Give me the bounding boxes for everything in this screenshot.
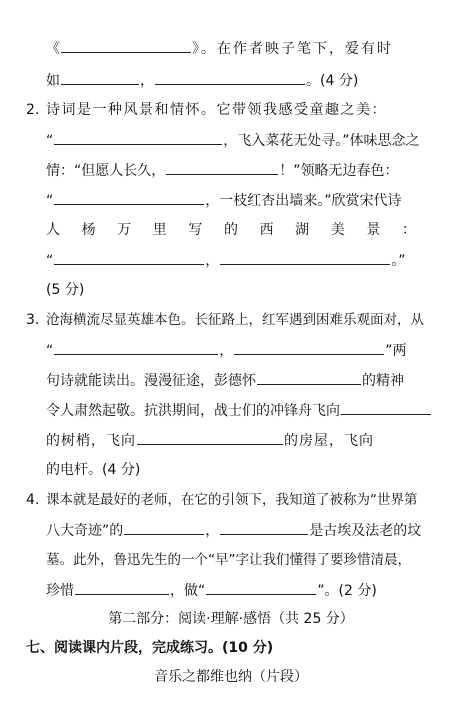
answer-blank[interactable] (220, 249, 390, 265)
answer-blank[interactable] (137, 429, 283, 445)
answer-blank[interactable] (54, 189, 204, 205)
answer-blank[interactable] (75, 579, 169, 595)
q3-line4: 令人肃然起敬。抗洪期间，战士们的冲锋舟飞向 (46, 399, 432, 421)
q3-line2: “ ， ”两 (46, 339, 407, 361)
answer-blank[interactable] (61, 37, 191, 53)
question-2-number: 2. (26, 102, 40, 118)
q3-line6: 的电杆。(4 分) (46, 462, 141, 478)
q4-line4: 珍惜 ，做“ ”。(2 分) (46, 579, 377, 601)
answer-blank[interactable] (155, 69, 305, 85)
answer-blank[interactable] (341, 399, 431, 415)
answer-blank[interactable] (166, 159, 278, 175)
q2-score: (5 分) (46, 282, 85, 298)
question-7-heading: 七、阅读课内片段，完成练习。(10 分) (26, 640, 274, 656)
q4-line2: 八大奇迹”的 ， 是古埃及法老的坟 (46, 519, 421, 541)
answer-blank[interactable] (206, 579, 316, 595)
q2-line5: 人 杨 万 里 写 的 西 湖 美 景 ： (46, 222, 416, 238)
q3-line3: 句诗就能读出。漫漫征途，彭德怀 的精神 (46, 369, 404, 391)
answer-blank[interactable] (54, 339, 218, 355)
q2-line4: “ ，一枝红杏出墙来。”欣赏宋代诗 (46, 189, 402, 211)
question-3-number: 3. (26, 312, 40, 328)
q4-line3: 墓。此外，鲁迅先生的一个“早”字让我们懂得了要珍惜清晨， (46, 552, 411, 568)
answer-blank[interactable] (124, 519, 204, 535)
q2-line2: “ ，飞入菜花无处寻。”体味思念之 (46, 129, 420, 151)
q3-line5: 的树梢，飞向 的房屋，飞向 (46, 429, 374, 451)
q2-line6: “ ， 。” (46, 249, 406, 271)
answer-blank[interactable] (234, 339, 384, 355)
q1-line2: 如 ， 。(4 分) (46, 69, 358, 91)
passage-title: 音乐之都维也纳（片段） (154, 669, 308, 685)
q2-line3: 情：“但愿人长久， ！”领略无边春色： (46, 159, 399, 181)
answer-blank[interactable] (220, 519, 308, 535)
answer-blank[interactable] (54, 129, 222, 145)
q1-line1: 《 》。在作者映子笔下，爱有时 (46, 37, 393, 59)
q4-line1: 课本就是最好的老师，在它的引领下，我知道了被称为“世界第 (46, 492, 418, 508)
answer-blank[interactable] (54, 249, 204, 265)
question-4-number: 4. (26, 492, 40, 508)
q2-line1: 诗词是一种风景和情怀。它带领我感受童趣之美： (46, 102, 387, 118)
answer-blank[interactable] (61, 69, 139, 85)
q3-line1: 沧海横流尽显英雄本色。长征路上，红军遇到困难乐观面对，从 (46, 312, 424, 328)
part-2-heading: 第二部分：阅读·理解·感悟（共 25 分） (108, 611, 354, 627)
answer-blank[interactable] (257, 369, 361, 385)
